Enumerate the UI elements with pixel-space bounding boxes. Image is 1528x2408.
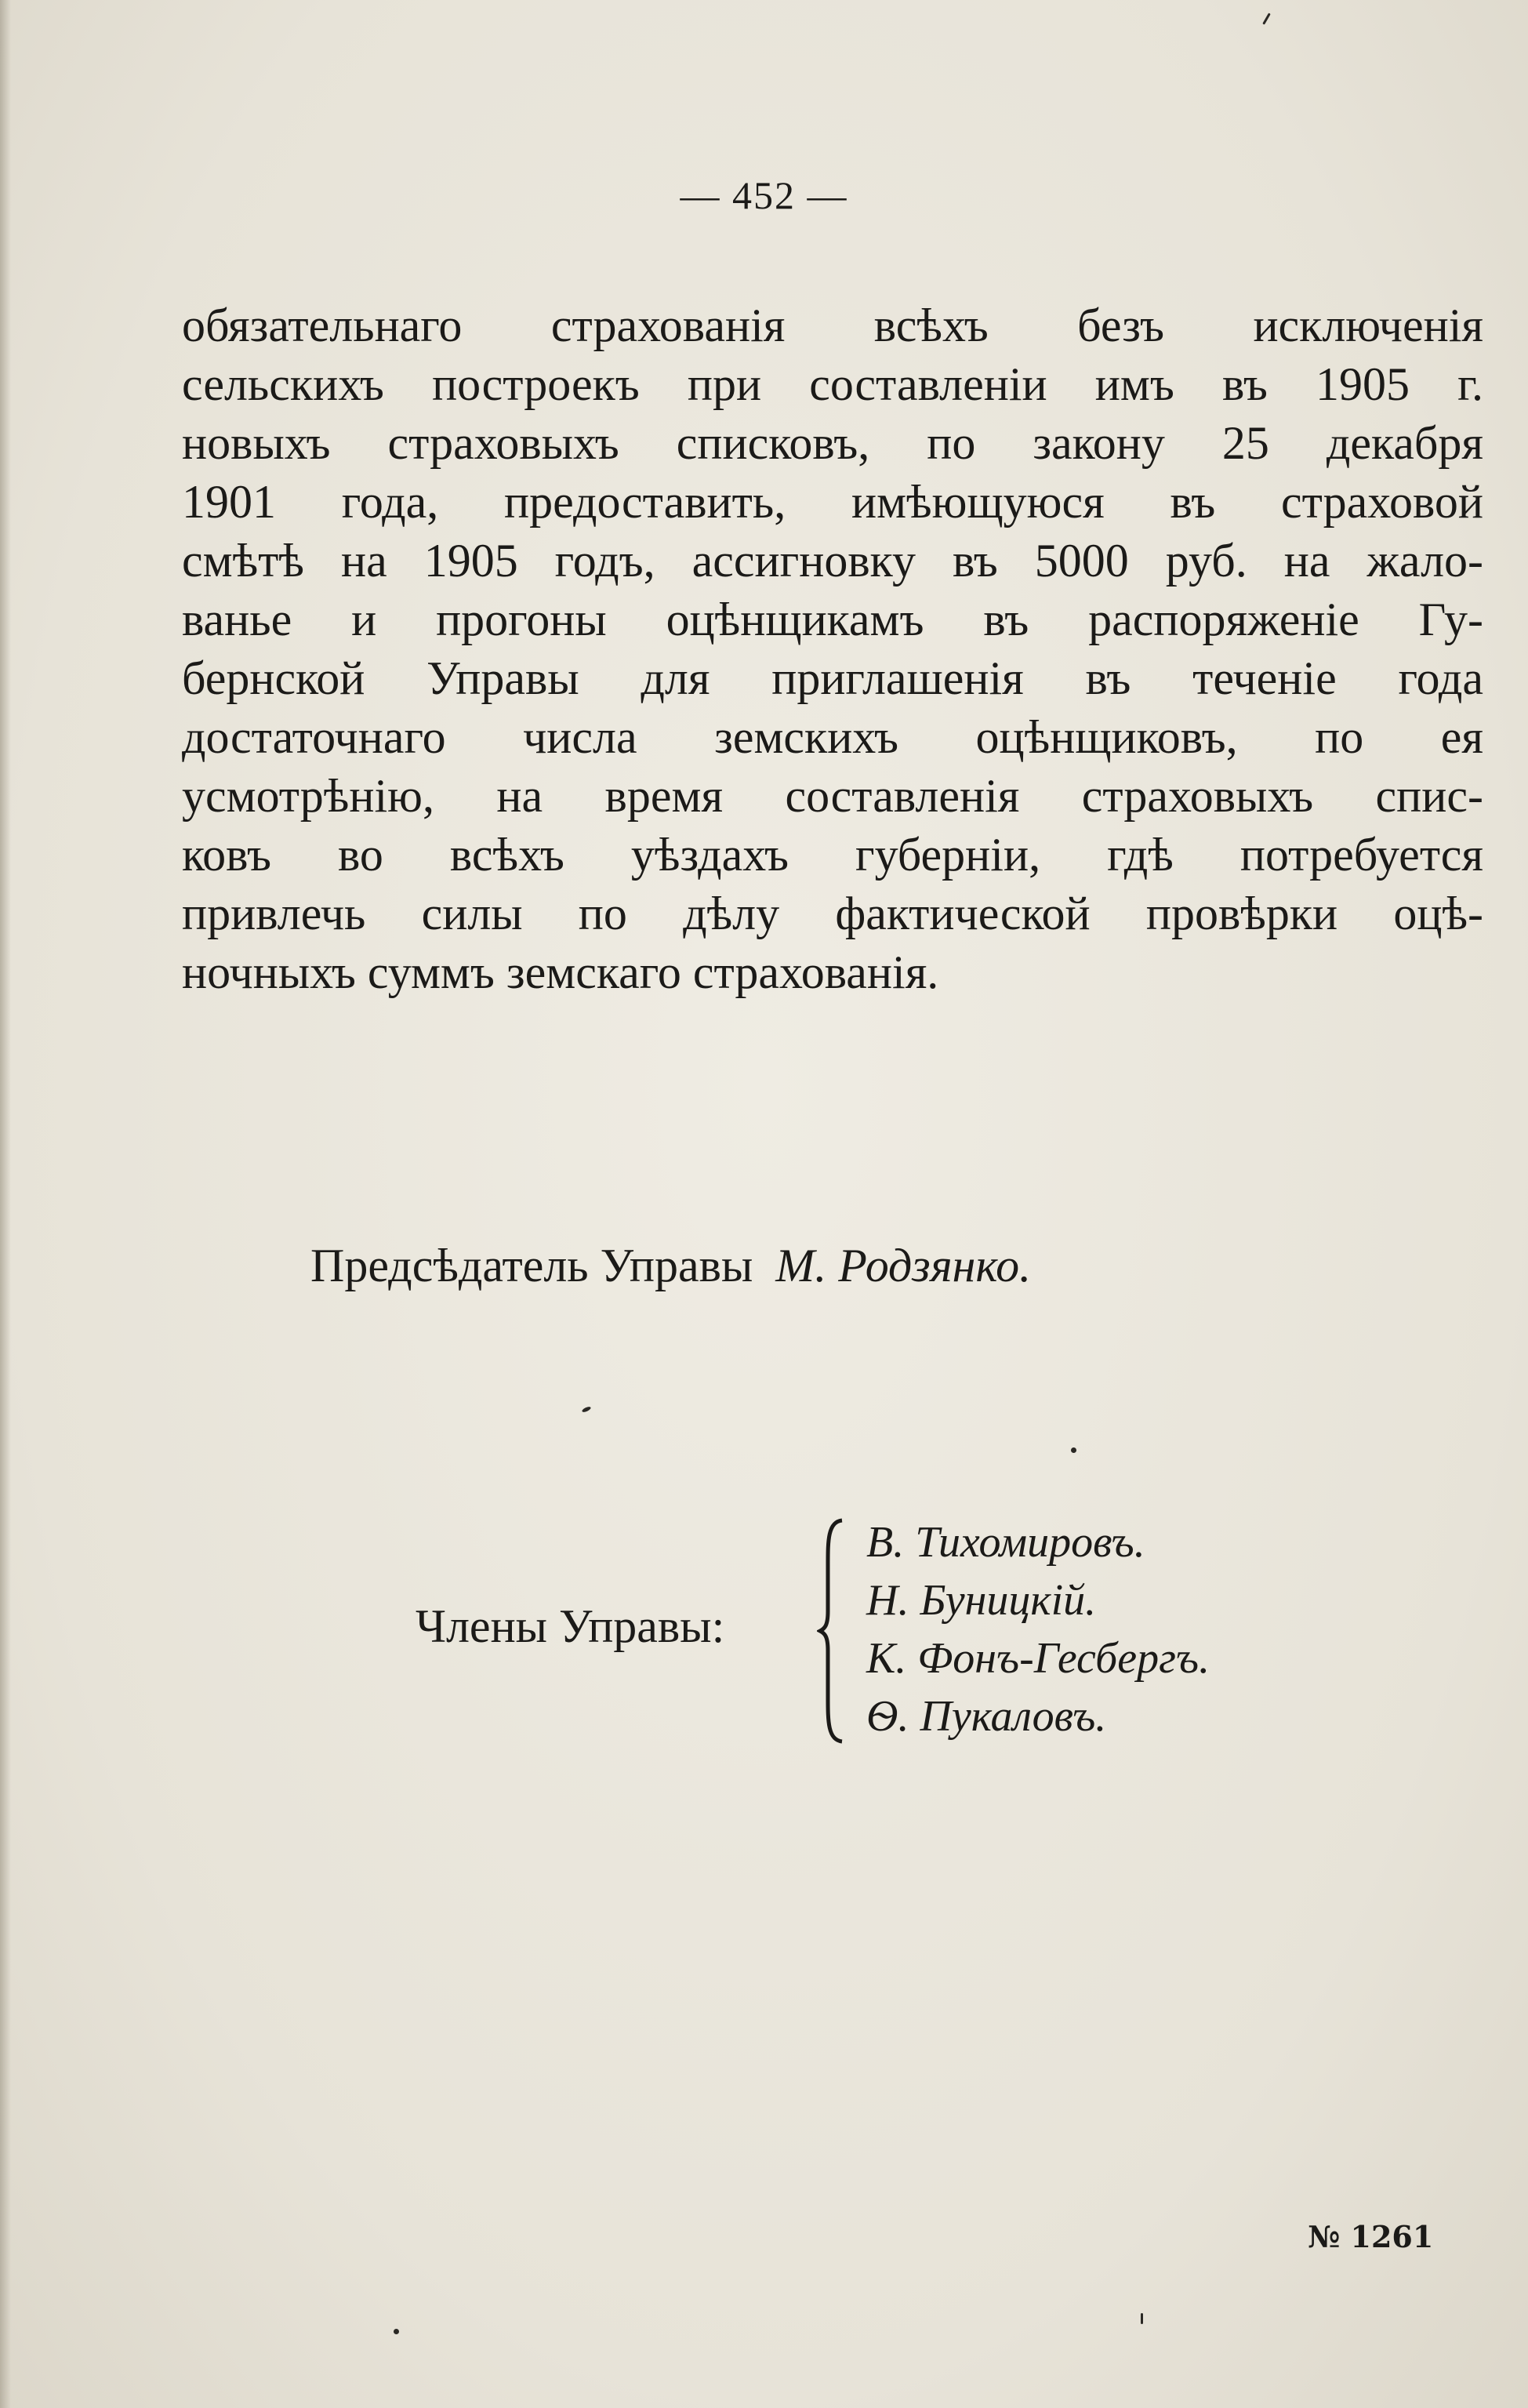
member-name: Ѳ. Пукаловъ. [866,1692,1107,1741]
member-name: Н. Буницкій. [866,1576,1097,1625]
members-list [866,1513,1210,1745]
body-line: ковъ во всѣхъ уѣздахъ губерніи, гдѣ потребуется [182,829,1483,881]
member-name: В. Тихомировъ. [866,1518,1145,1567]
body-paragraph [182,296,1483,1002]
body-line: привлечь силы по дѣлу фактической провѣрки оцѣ- [182,888,1483,939]
body-line: обязательнаго страхованія всѣхъ безъ исключенія [182,300,1483,351]
body-line: усмотрѣнію, на время составленія страховыхъ спис- [182,770,1483,822]
members-label: Члены Управы: [416,1600,725,1652]
page-left-edge-shadow [0,0,11,2408]
members-brace [817,1517,848,1745]
ink-speck [1262,13,1271,24]
chairman-title: Предсѣдатель Управы [310,1240,753,1291]
page-number: — 452 — [680,173,848,217]
ink-speck [1071,1447,1076,1453]
body-line: достаточнаго числа земскихъ оцѣнщиковъ, по ея [182,711,1483,763]
member-name: К. Фонъ-Гесбергъ. [866,1634,1210,1683]
body-line: сельскихъ построекъ при составленіи имъ въ 1905 г. [182,358,1483,410]
body-line: новыхъ страховыхъ списковъ, по закону 25 декабря [182,417,1483,469]
ink-speck [582,1406,592,1414]
body-line: 1901 года, предоставить, имѣющуюся въ страховой [182,476,1483,528]
ink-speck [394,2329,399,2334]
chairman-name: М. Родзянко. [775,1240,1032,1291]
ink-speck [1141,2313,1143,2324]
body-line: смѣтѣ на 1905 годъ, ассигновку въ 5000 руб. на жало- [182,535,1483,587]
body-line: ночныхъ суммъ земскаго страхованія. [182,946,939,998]
body-line: ванье и прогоны оцѣнщикамъ въ распоряженіе Гу- [182,594,1483,645]
chairman-signature-line [310,1239,1031,1293]
document-number: № 1261 [1308,2219,1434,2254]
body-line: бернской Управы для приглашенія въ теченіе года [182,652,1483,704]
